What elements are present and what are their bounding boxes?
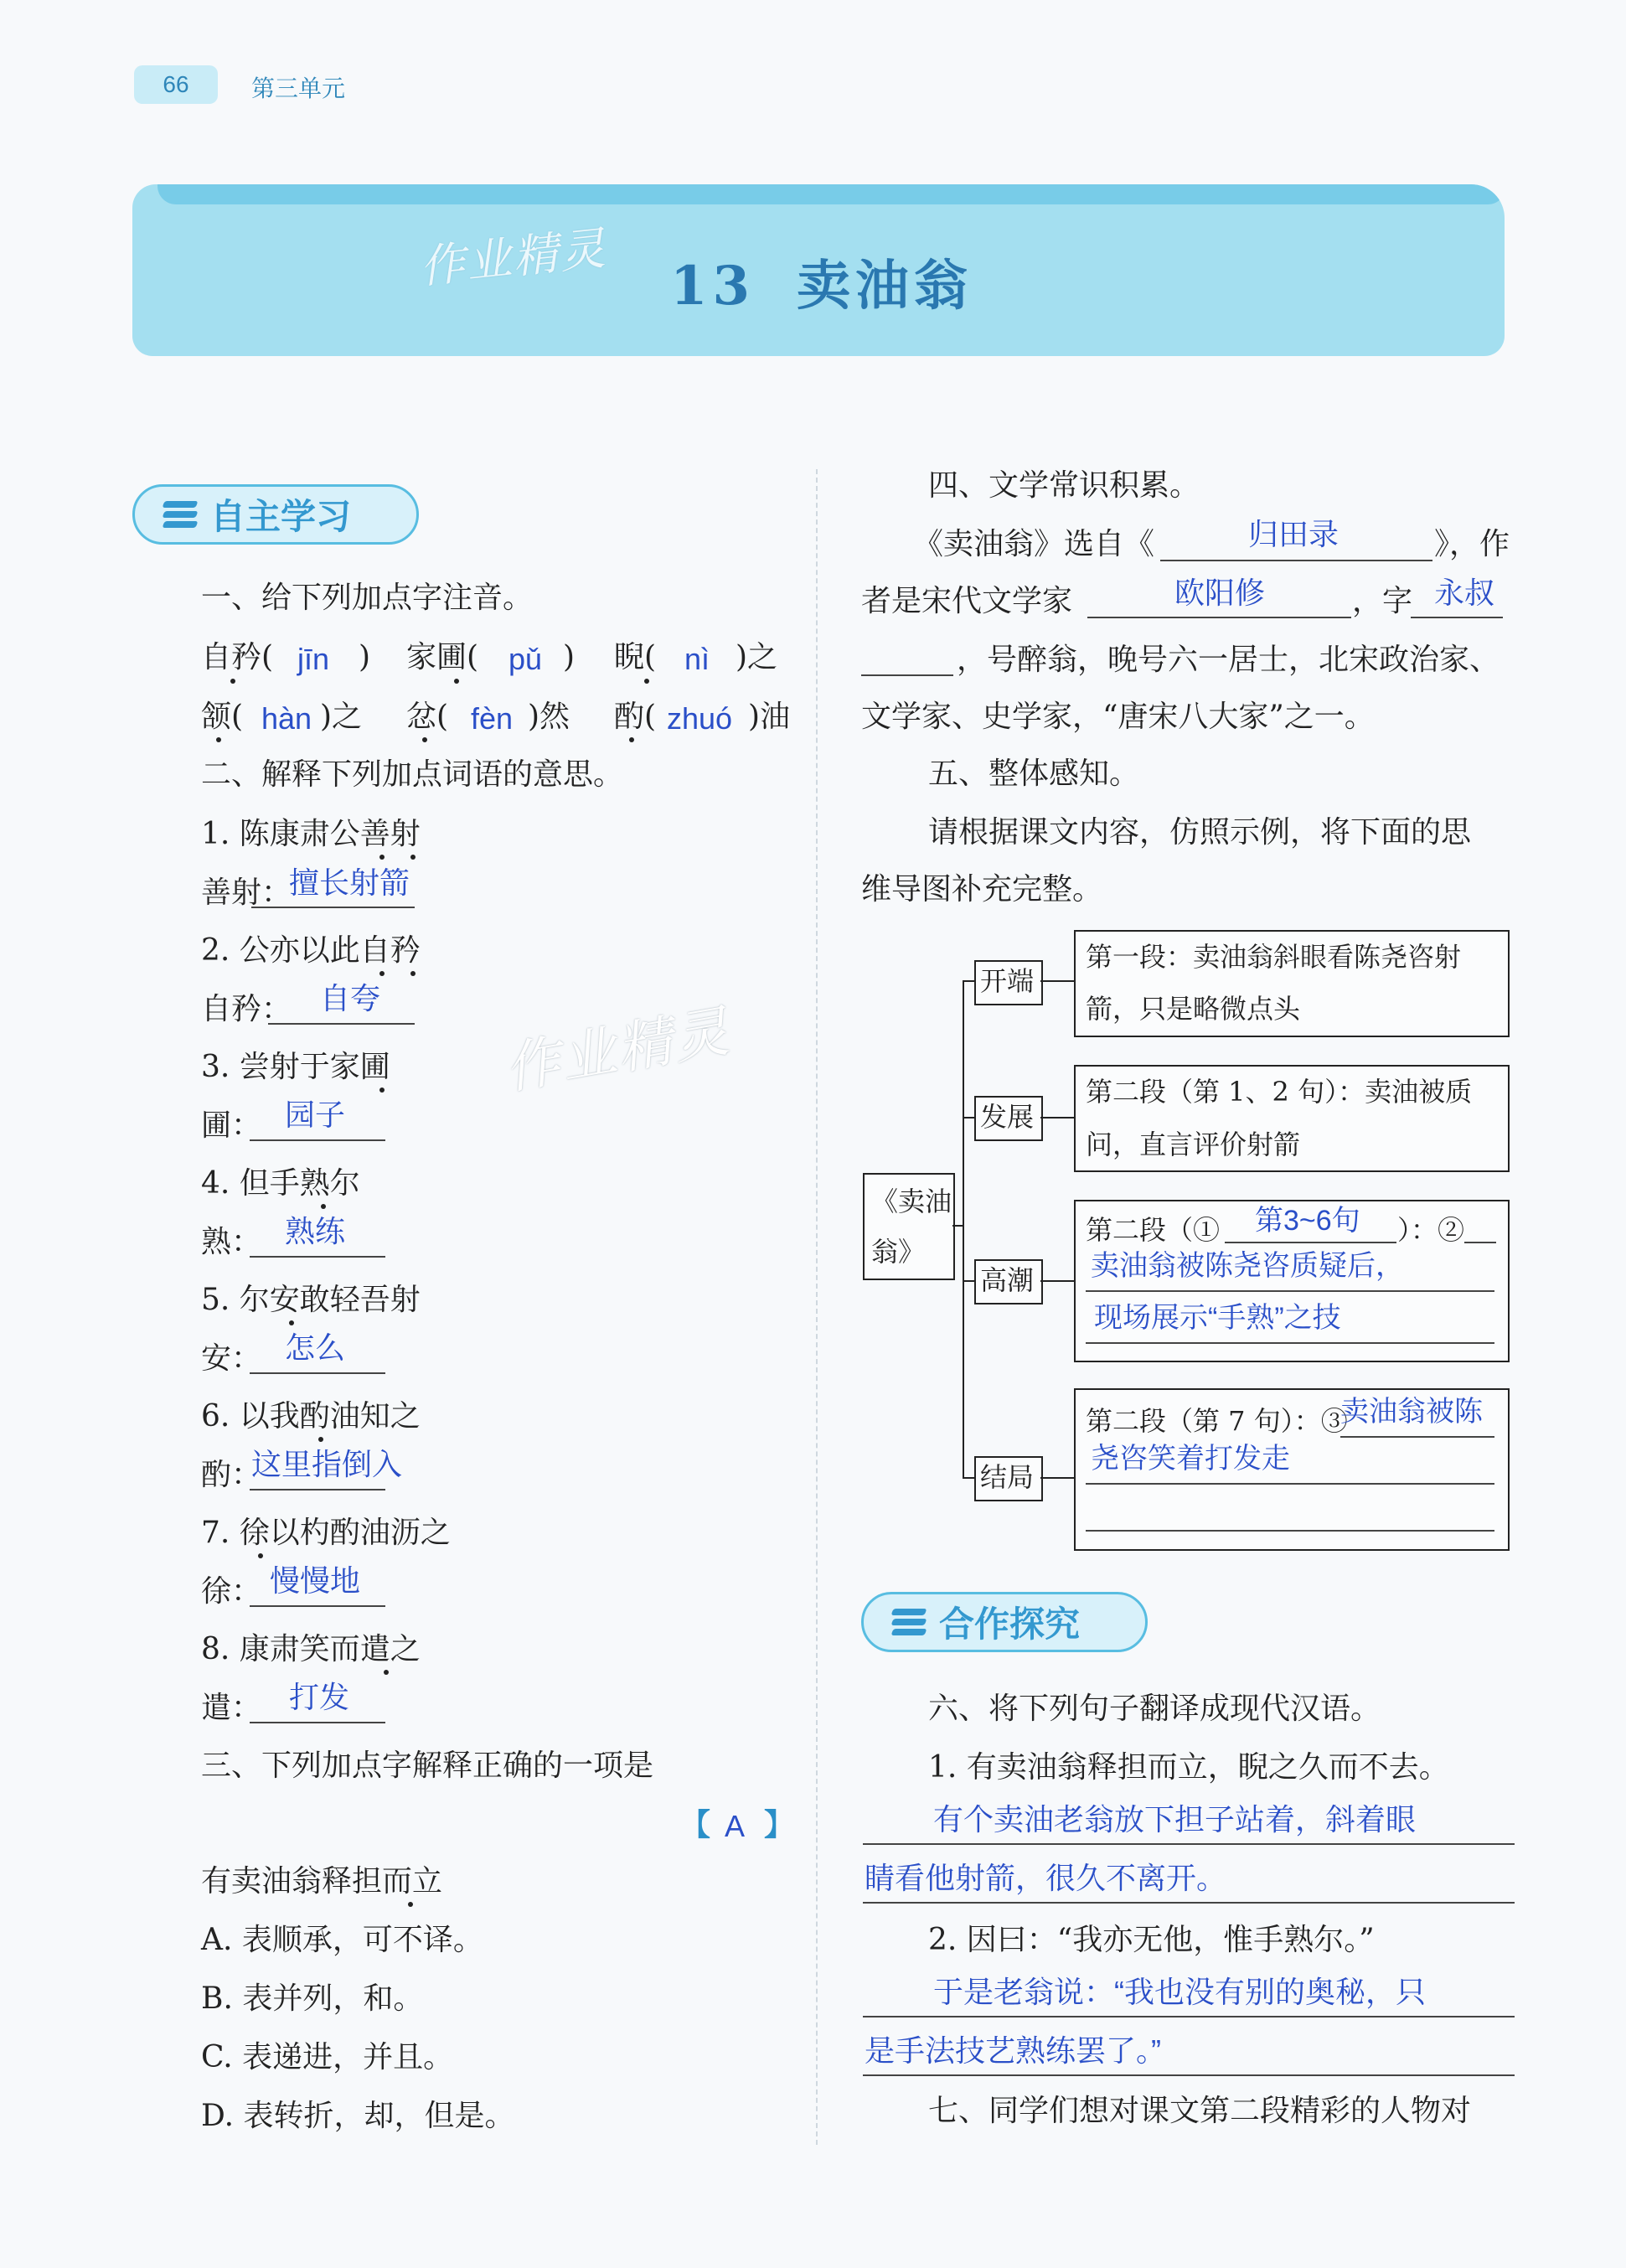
lesson-name: 卖油翁 xyxy=(797,255,973,318)
q1-r2-ans2: fèn xyxy=(471,701,514,736)
q4-line3: ，号醉翁，晚号六一居士，北宋政治家、 xyxy=(957,643,1500,677)
q4-answer-courtesy: 永叔 xyxy=(1434,576,1495,610)
q2-item5-answer: 怎么 xyxy=(285,1330,346,1365)
column-divider xyxy=(816,469,818,2145)
mindmap-label-1: 开端 xyxy=(980,965,1035,997)
mindmap-label-2: 发展 xyxy=(980,1101,1035,1133)
q2-item3-sentence: 3. 尝射于家圃 xyxy=(201,1050,390,1084)
mindmap-content-2-line1: 第二段（第 1、2 句）：卖油被质 xyxy=(1086,1076,1473,1108)
q1-r2-e: 酌( xyxy=(614,700,657,734)
q2-item1-word: 善射： xyxy=(201,876,292,910)
mindmap-answer-4-line2: 尧咨笑着打发走 xyxy=(1091,1443,1290,1475)
book-stack-icon xyxy=(163,499,197,530)
q4-line1-a: 《卖油翁》选自《 xyxy=(913,527,1155,561)
lesson-number: 13 xyxy=(670,255,756,318)
section-badge-cooperation xyxy=(861,1592,1148,1652)
q3-option-a: A. 表顺承，可不译。 xyxy=(201,1923,483,1957)
q2-item8-sentence: 8. 康肃笑而遣之 xyxy=(201,1632,421,1666)
q1-r2-a: 颔( xyxy=(201,700,244,734)
q2-item5-sentence: 5. 尔安敢轻吾射 xyxy=(201,1283,421,1317)
q5-desc2: 维导图补充完整。 xyxy=(861,872,1103,907)
q1-r1-d: ) xyxy=(563,640,576,674)
lesson-title xyxy=(670,243,973,320)
q1-r1-f: )之 xyxy=(736,640,778,674)
q1-r1-ans1: jīn xyxy=(297,642,330,676)
watermark-logo-2: 作业精灵 xyxy=(499,999,736,1100)
section-title: 自主学习 xyxy=(210,497,352,536)
q2-item6-answer: 这里指倒入 xyxy=(251,1447,403,1481)
q2-item1-answer: 擅长射箭 xyxy=(289,865,410,900)
q2-item7-answer: 慢慢地 xyxy=(270,1563,361,1598)
q3-sentence: 有卖油翁释担而立 xyxy=(201,1864,443,1899)
q3-answer: A xyxy=(725,1809,746,1843)
q3-title: 三、下列加点字解释正确的一项是 xyxy=(201,1749,654,1783)
q6-title: 六、将下列句子翻译成现代汉语。 xyxy=(928,1692,1381,1726)
q2-item2-word: 自矜： xyxy=(201,992,292,1026)
q2-item7-sentence: 7. 徐以杓酌油沥之 xyxy=(201,1516,451,1550)
mindmap-content-1-line1: 第一段：卖油翁斜眼看陈尧咨射 xyxy=(1086,941,1462,973)
q4-line4: 文学家、史学家，“唐宋八大家”之一。 xyxy=(861,700,1375,734)
mindmap-label-3: 高潮 xyxy=(980,1264,1035,1296)
q1-r1-b: ) xyxy=(359,640,371,674)
mindmap-root-line2: 翁》 xyxy=(871,1236,926,1268)
mindmap-answer-4-line1: 卖油翁被陈 xyxy=(1340,1396,1483,1428)
q2-item4-sentence: 4. 但手熟尔 xyxy=(201,1166,360,1201)
watermark-logo: 作业精灵 xyxy=(416,223,609,293)
q2-item3-word: 圃： xyxy=(201,1108,262,1143)
page-number: 66 xyxy=(134,65,218,104)
q6-sentence2: 2. 因曰：“我亦无他，惟手熟尔。” xyxy=(928,1923,1375,1957)
mindmap-content-3-mid: ）：② xyxy=(1397,1214,1465,1246)
q1-r2-b: )之 xyxy=(320,700,363,734)
q6-answer1-line2: 睛看他射箭，很久不离开。 xyxy=(865,1861,1227,1895)
q2-item4-answer: 熟练 xyxy=(285,1214,346,1248)
q2-item2-answer: 自夸 xyxy=(320,981,381,1015)
q3-bracket-right: 】 xyxy=(764,1807,795,1842)
mindmap-content-3-prefix: 第二段（① xyxy=(1086,1214,1221,1246)
q6-answer1-line1: 有个卖油老翁放下担子站着，斜着眼 xyxy=(933,1802,1417,1837)
q6-answer2-line1: 于是老翁说：“我也没有别的奥秘，只 xyxy=(933,1975,1426,2009)
q4-title: 四、文学常识积累。 xyxy=(928,468,1200,503)
q2-item3-answer: 园子 xyxy=(285,1098,346,1132)
mindmap-label-4: 结局 xyxy=(980,1461,1035,1493)
book-stack-icon xyxy=(892,1607,926,1637)
q2-item7-word: 徐： xyxy=(201,1574,262,1609)
q1-r2-c: 忿( xyxy=(406,700,449,734)
mindmap-root-line1: 《卖油 xyxy=(871,1186,952,1217)
q2-item6-word: 酌： xyxy=(201,1458,262,1492)
q4-answer-author: 欧阳修 xyxy=(1174,576,1266,610)
q6-sentence1: 1. 有卖油翁释担而立，睨之久而不去。 xyxy=(928,1750,1449,1785)
unit-label: 第三单元 xyxy=(251,75,346,101)
q1-r2-f: )油 xyxy=(748,700,791,734)
mindmap-content-1-line2: 箭，只是略微点头 xyxy=(1086,993,1301,1025)
q3-option-c: C. 表递进，并且。 xyxy=(201,2040,454,2074)
section-title: 合作探究 xyxy=(939,1604,1081,1644)
q1-r1-ans2: pǔ xyxy=(508,642,543,676)
q2-item5-word: 安： xyxy=(201,1341,262,1376)
mindmap-content-4-prefix: 第二段（第 7 句）：③ xyxy=(1086,1405,1348,1437)
q6-answer2-line2: 是手法技艺熟练罢了。” xyxy=(865,2033,1161,2068)
q1-r2-ans3: zhuó xyxy=(667,701,733,736)
mindmap-answer-3a: 第3~6句 xyxy=(1255,1205,1360,1237)
q4-line2-b: ，字 xyxy=(1352,584,1413,618)
q1-r2-d: )然 xyxy=(528,700,570,734)
q4-answer-book: 归田录 xyxy=(1248,517,1340,551)
q1-r1-c: 家圃( xyxy=(406,640,479,674)
q7-title: 七、同学们想对课文第二段精彩的人物对 xyxy=(928,2094,1472,2128)
q2-item4-word: 熟： xyxy=(201,1225,262,1259)
q1-r1-a: 自矜( xyxy=(201,640,274,674)
mindmap-answer-3b-line2: 现场展示“手熟”之技 xyxy=(1094,1302,1341,1334)
q5-desc1: 请根据课文内容，仿照示例，将下面的思 xyxy=(928,815,1472,850)
mindmap-answer-3b-line1: 卖油翁被陈尧咨质疑后， xyxy=(1091,1250,1404,1282)
q5-title: 五、整体感知。 xyxy=(928,757,1140,791)
q2-item8-answer: 打发 xyxy=(289,1680,350,1714)
q2-item2-sentence: 2. 公亦以此自矜 xyxy=(201,933,421,968)
q2-item6-sentence: 6. 以我酌油知之 xyxy=(201,1399,421,1434)
q2-title: 二、解释下列加点词语的意思。 xyxy=(201,757,624,792)
q4-line2-a: 者是宋代文学家 xyxy=(861,584,1073,618)
q3-option-b: B. 表并列，和。 xyxy=(201,1981,424,2016)
q3-bracket-left: 【 xyxy=(680,1807,711,1842)
q2-item8-word: 遣： xyxy=(201,1691,262,1725)
q1-r1-ans3: nì xyxy=(684,642,710,676)
q4-line1-b: 》，作 xyxy=(1434,527,1510,561)
q1-r1-e: 睨( xyxy=(614,640,657,674)
q1-title: 一、给下列加点字注音。 xyxy=(201,581,534,615)
q2-item1-sentence: 1. 陈康肃公善射 xyxy=(201,817,421,851)
mindmap-content-2-line2: 问，直言评价射箭 xyxy=(1086,1129,1301,1160)
q1-r2-ans1: hàn xyxy=(261,701,312,736)
section-badge-self-study xyxy=(132,484,419,545)
q3-option-d: D. 表转折，却，但是。 xyxy=(201,2099,515,2133)
